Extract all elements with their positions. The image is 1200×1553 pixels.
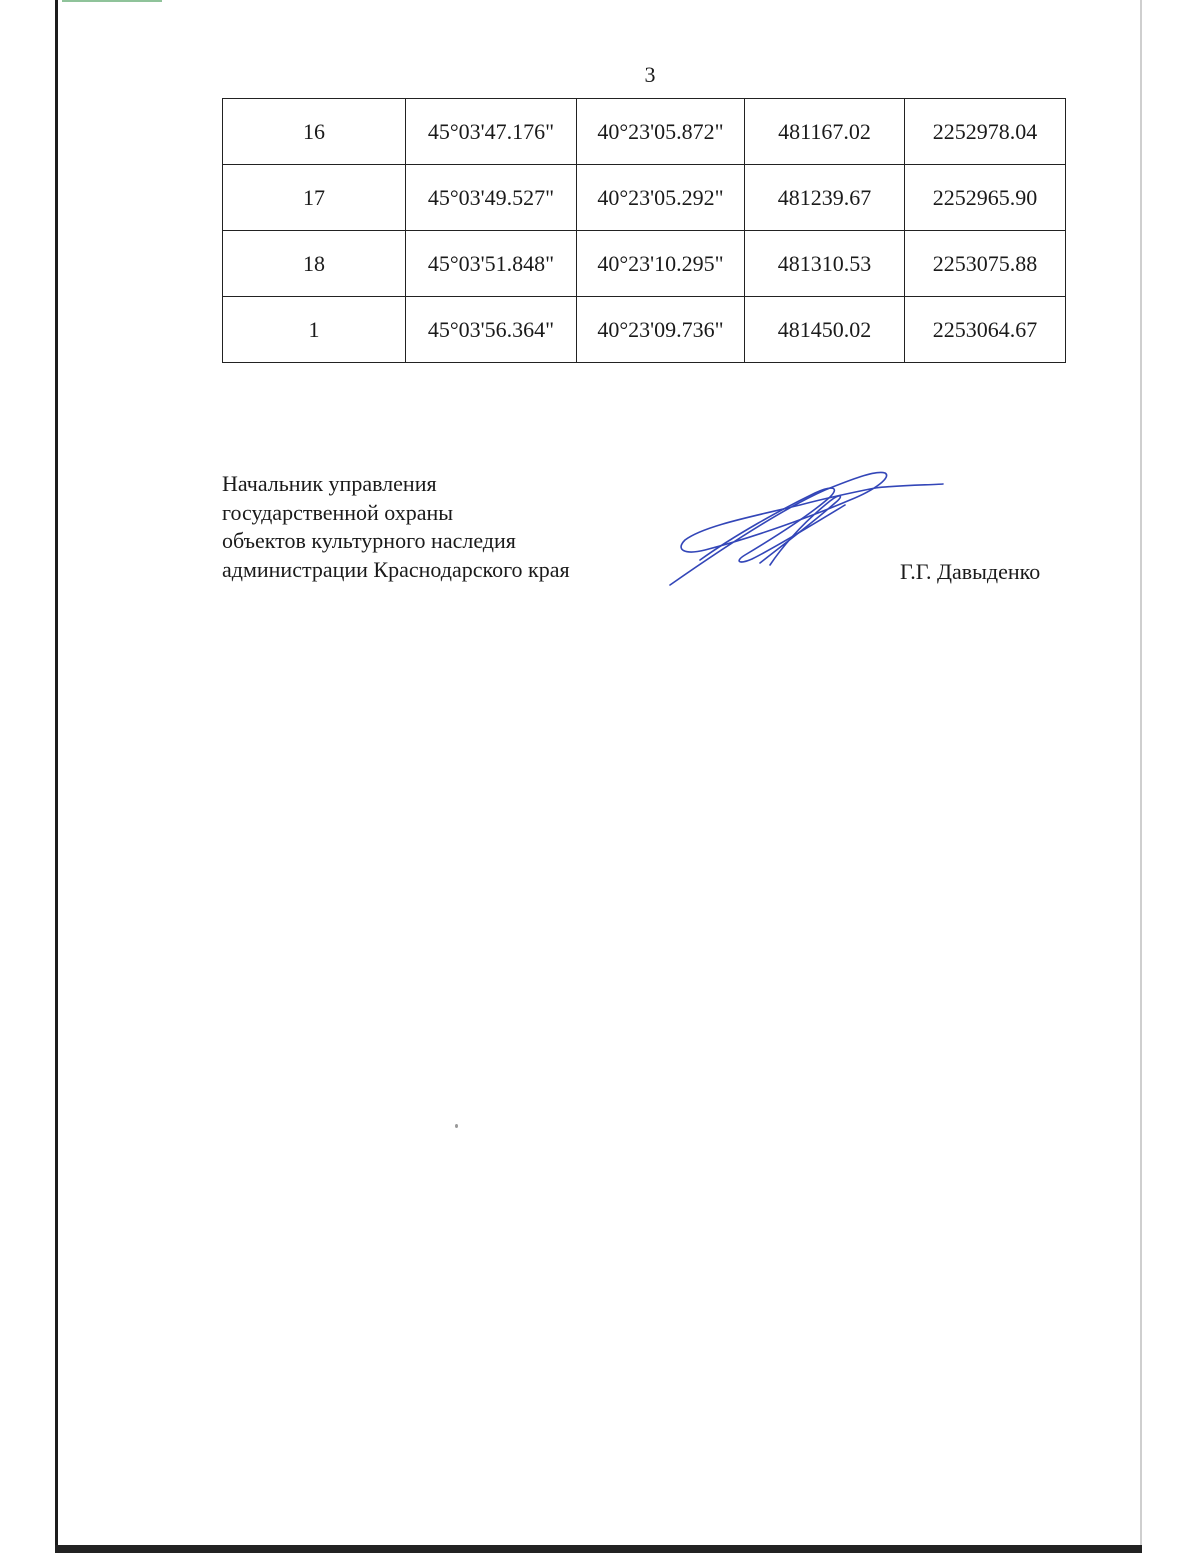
scan-bottom-edge xyxy=(55,1545,1142,1553)
table-cell: 45°03'47.176" xyxy=(406,99,577,165)
scan-right-edge xyxy=(1140,0,1142,1553)
table-row xyxy=(223,297,1066,363)
table-cell: 40°23'05.872" xyxy=(577,99,745,165)
table-cell: 17 xyxy=(223,165,406,231)
table-cell: 2253075.88 xyxy=(905,231,1066,297)
page-number: 3 xyxy=(644,62,656,87)
signatory-title xyxy=(222,470,570,584)
signatory-title-line: государственной охраны xyxy=(222,499,454,525)
table-row xyxy=(223,231,1066,297)
scan-left-edge xyxy=(55,0,58,1553)
table-cell: 481310.53 xyxy=(745,231,905,297)
signatory-title-line: объектов культурного наследия xyxy=(222,528,516,553)
table-row xyxy=(223,165,1066,231)
table-cell: 1 xyxy=(223,297,406,363)
table-cell: 45°03'49.527" xyxy=(406,165,577,231)
table-cell: 481167.02 xyxy=(745,99,905,165)
table-cell: 2252978.04 xyxy=(905,99,1066,165)
signatory-title-line: администрации Краснодарского края xyxy=(222,556,570,582)
table-cell: 2252965.90 xyxy=(905,165,1066,231)
scan-top-mark xyxy=(62,0,162,2)
table-cell: 18 xyxy=(223,231,406,297)
table-cell: 45°03'51.848" xyxy=(406,231,577,297)
table-cell: 481450.02 xyxy=(745,297,905,363)
table-cell: 2253064.67 xyxy=(905,297,1066,363)
table-cell: 45°03'56.364" xyxy=(406,297,577,363)
table-cell: 40°23'10.295" xyxy=(577,231,745,297)
signatory-title-line: Начальник управления xyxy=(222,471,437,496)
scan-speck xyxy=(455,1124,458,1128)
table-cell: 16 xyxy=(223,99,406,165)
signatory-name: Г.Г. Давыденко xyxy=(900,559,1041,584)
table-cell: 481239.67 xyxy=(745,165,905,231)
table-row xyxy=(223,99,1066,165)
table-cell: 40°23'09.736" xyxy=(577,297,745,363)
coordinates-table xyxy=(222,98,1066,363)
table-cell: 40°23'05.292" xyxy=(577,165,745,231)
